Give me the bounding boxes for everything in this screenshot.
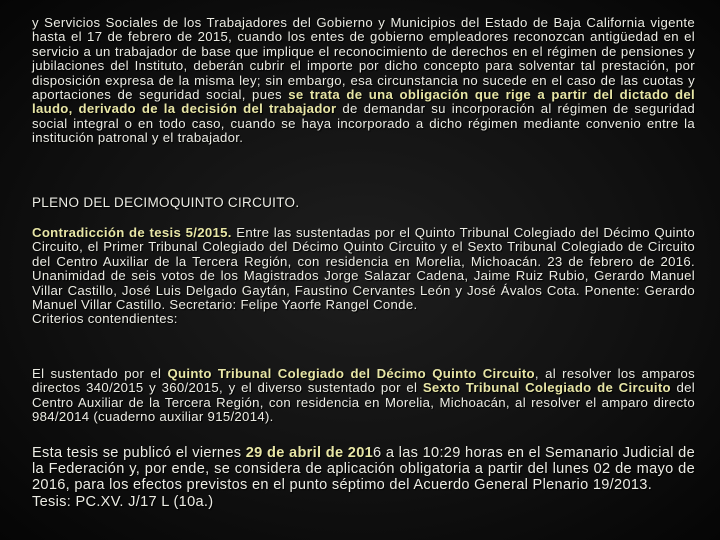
criteria-court-b: Sexto Tribunal Colegiado de Circuito bbox=[422, 380, 671, 396]
criteria-text-c: del Centro Auxiliar de la Tercera Región, con residencia en Morelia, Michoacán, al resolver el amparo directo 984/2014 (cuaderno auxiliar 915/2014). bbox=[32, 380, 695, 425]
thesis-id: Tesis: PC.XV. J/17 L (10a.) bbox=[32, 493, 214, 510]
publication-date-highlight: 29 de abril de 201 bbox=[245, 445, 374, 461]
court-heading: PLENO DEL DECIMOQUINTO CIRCUITO. bbox=[32, 195, 300, 210]
criteria-court-a: Quinto Tribunal Colegiado del Décimo Quinto Circuito bbox=[167, 366, 535, 381]
contradiction-text: Entre las sustentadas por el Quinto Tribunal Colegiado del Décimo Quinto Circuito, el Primer Tribunal Colegiado del Décimo Quinto Circuito y el Sexto Tribunal Colegiado de Circuito del Centro Auxiliar de la Tercera Región, con residencia en Morelia, Michoacán. 23 de febrero de 2016. Unanimidad de seis votos de los Magistrados Jorge Salazar Cadena, Jaime Ruiz Rubio, Gerardo Manuel Villar Castillo, José Luis Delgado Gaytán, Faustino Cervantes León y José Ávalos Cota. Ponente: Gerardo Manuel Villar Castillo. Secretario: Felipe Yaorfe Rangel Conde. bbox=[32, 225, 695, 313]
contradiction-paragraph bbox=[32, 226, 695, 327]
thesis-emphasis: se trata de una obligación que rige a partir del dictado del laudo, derivado de la decisión del trabajador bbox=[32, 87, 696, 117]
publication-text-b: 6 a las 10:29 horas en el Semanario Judicial de la Federación y, por ende, se considera de aplicación obligatoria a partir del lunes 02 de mayo de 2016, para los efectos previstos en el punto séptimo del Acuerdo General Plenario 19/2013. bbox=[32, 445, 695, 494]
publication-paragraph bbox=[32, 445, 695, 510]
publication-text-a: Esta tesis se publicó el viernes bbox=[32, 445, 246, 461]
criteria-paragraph bbox=[32, 367, 695, 425]
contradiction-title: Contradicción de tesis 5/2015. bbox=[32, 225, 232, 240]
criteria-label: Criterios contendientes: bbox=[32, 311, 178, 327]
thesis-body-text-start: y Servicios Sociales de los Trabajadores del Gobierno y Municipios del Estado de Baja California vigente hasta el 17 de febrero de 2015, cuando los entes de gobierno empleadores reconozcan antigüedad en el servicio a un trabajador de base que implique el reconocimiento de derechos en el régimen de pensiones y jubilaciones del Instituto, deberán cubrir el importe por dicho concepto para solventar tal prestación, por disposición expresa de la misma ley; sin embargo, esa circunstancia no sucede en el caso de las cuotas y aportaciones de seguridad social, pues bbox=[32, 15, 695, 103]
criteria-text-a: El sustentado por el bbox=[32, 366, 168, 381]
criteria-text-b: , al resolver los amparos directos 340/2015 y 360/2015, y el diverso sustentado por el bbox=[32, 366, 695, 396]
thesis-body-text-end: de demandar su incorporación al régimen de seguridad social integral o en todo caso, cuando se haya incorporado a dicho régimen mediante convenio entre la institución patronal y el trabajador. bbox=[32, 101, 695, 146]
thesis-body-paragraph bbox=[32, 16, 695, 146]
